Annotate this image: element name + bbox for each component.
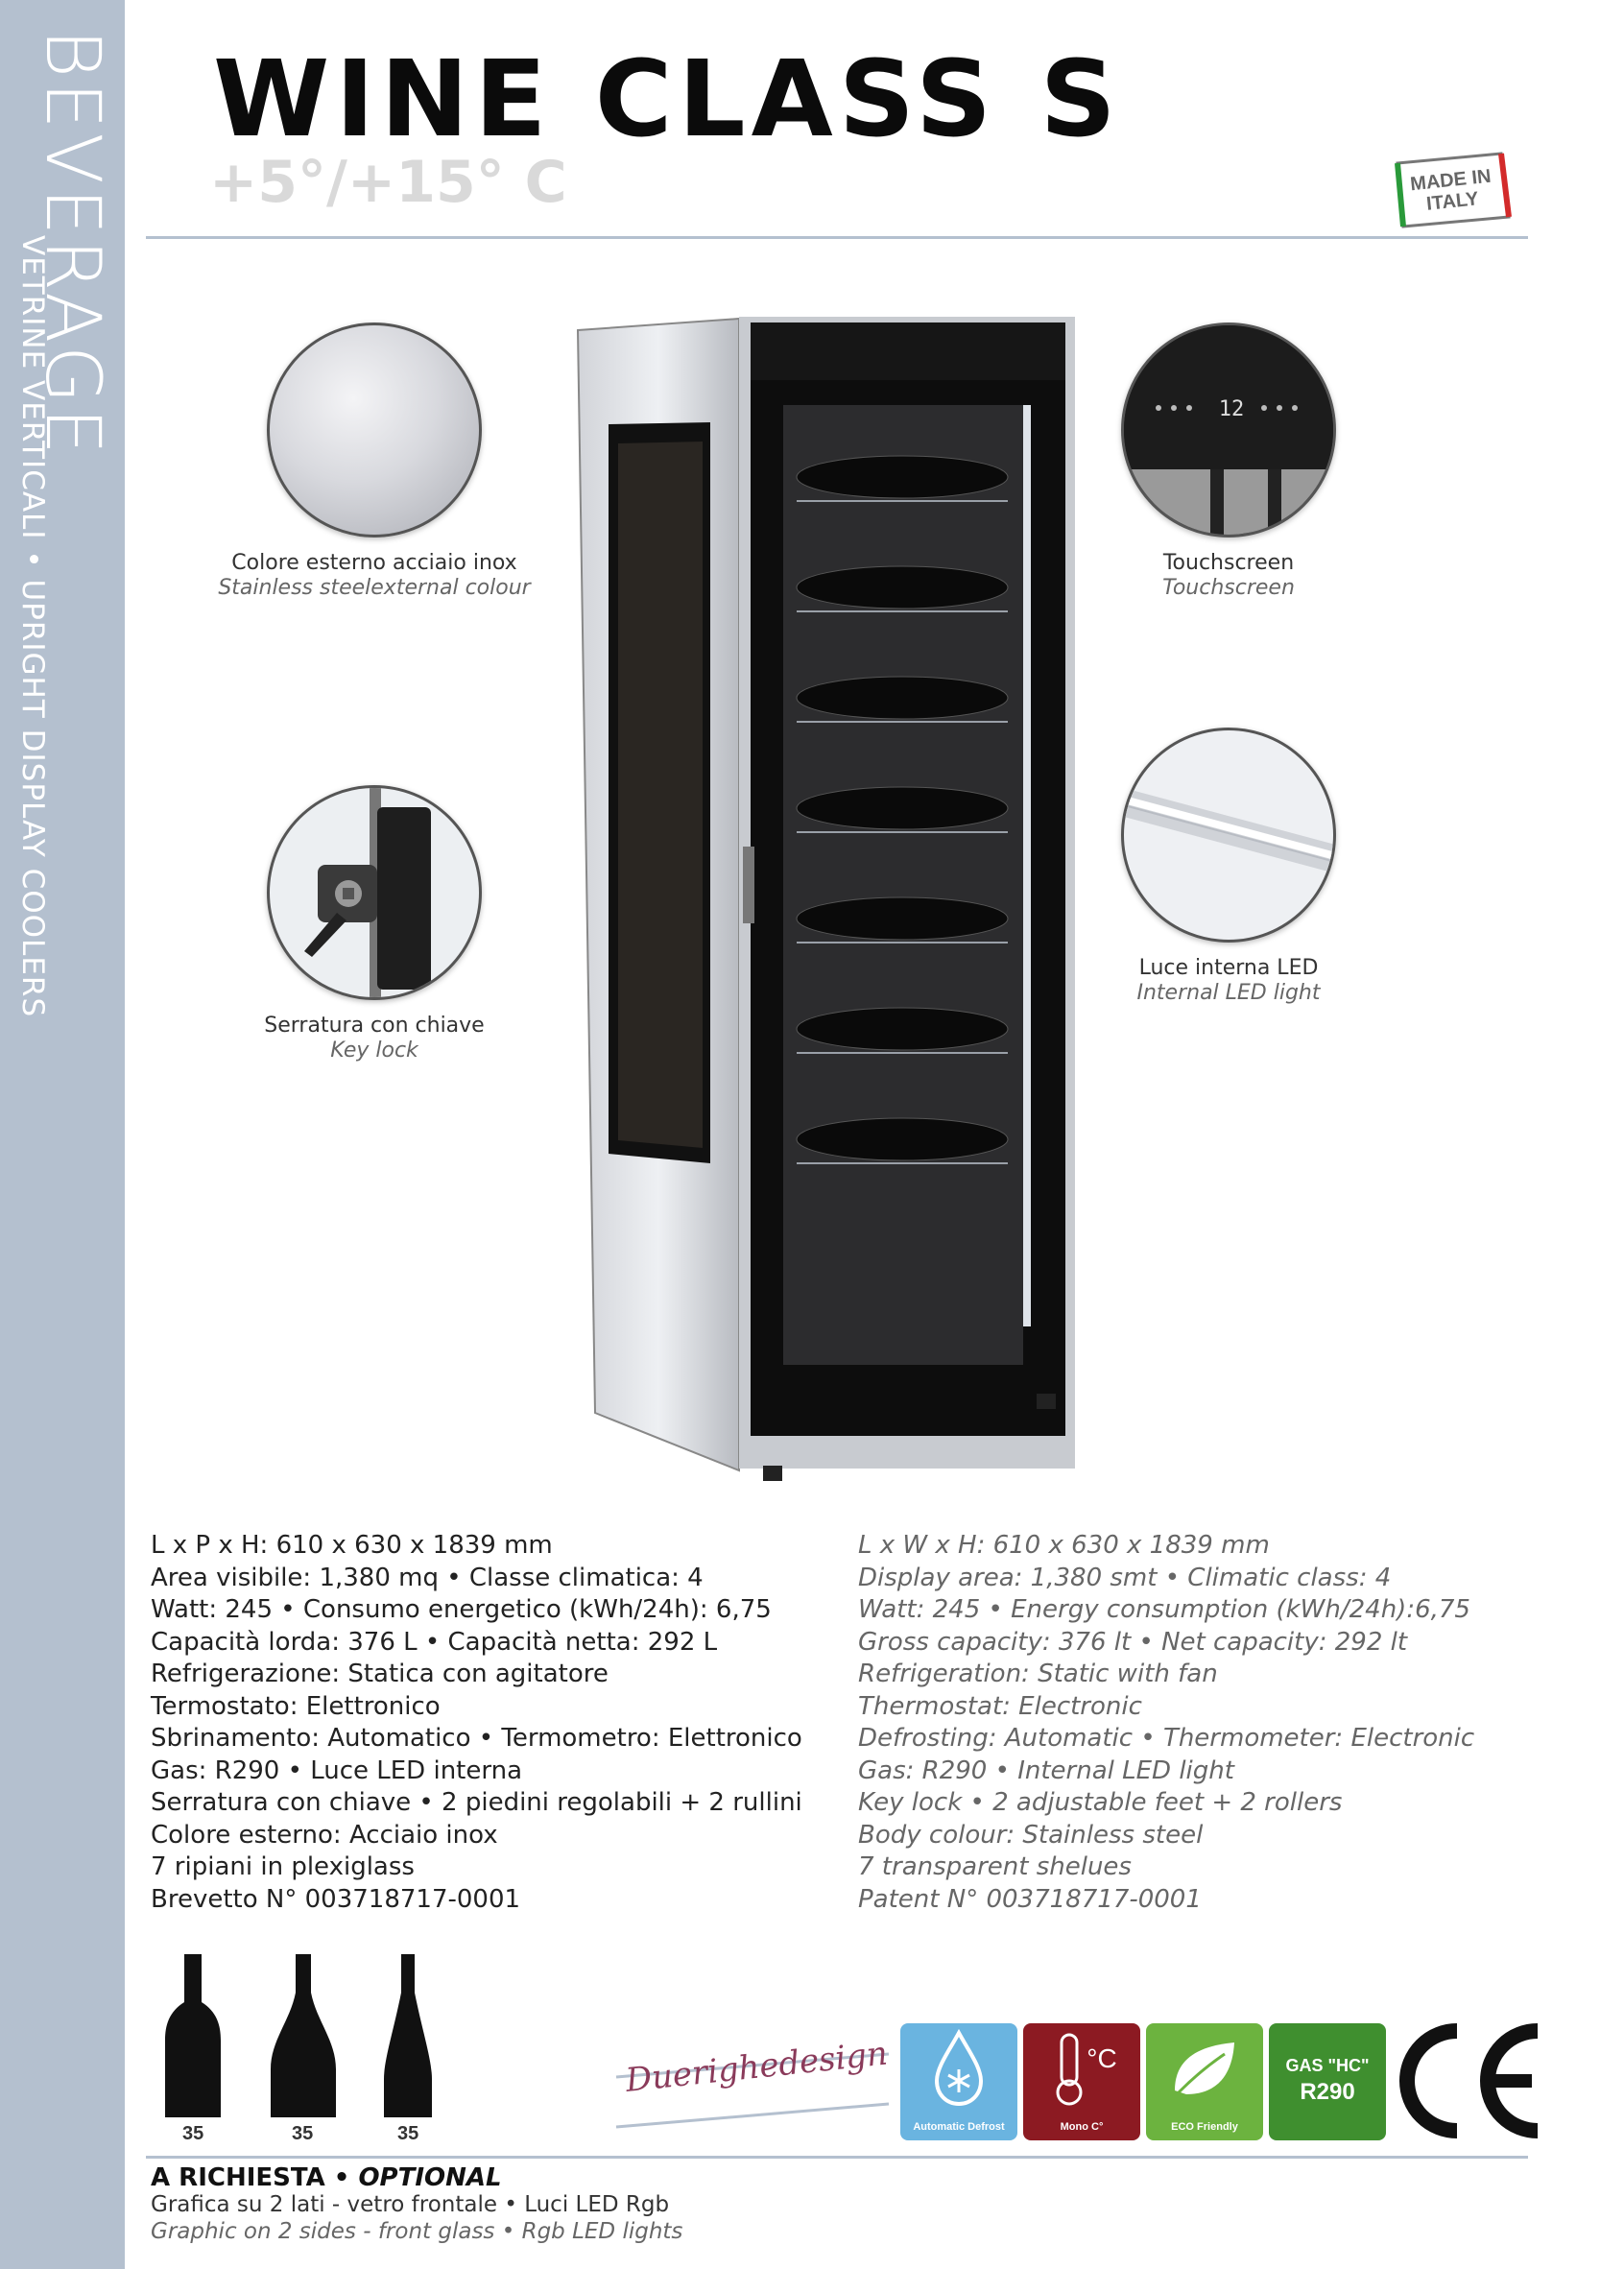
key-lock-image — [267, 785, 482, 1000]
spec-line: Watt: 245 • Energy consumption (kWh/24h):6,75 — [858, 1595, 1470, 1624]
spec-line: Serratura con chiave • 2 piedini regolabili + 2 rullini — [151, 1788, 802, 1817]
spec-line: Key lock • 2 adjustable feet + 2 rollers — [858, 1788, 1343, 1817]
spec-line: L x W x H: 610 x 630 x 1839 mm — [858, 1531, 1270, 1560]
feature-label-it: Luce interna LED — [1138, 956, 1319, 980]
feature-label-en: Internal LED light — [1136, 981, 1321, 1006]
footer-divider — [146, 2156, 1528, 2159]
feature-label-it: Colore esterno acciaio inox — [231, 551, 517, 575]
spec-line: L x P x H: 610 x 630 x 1839 mm — [151, 1531, 553, 1560]
eco-friendly-badge — [1146, 2023, 1263, 2140]
led-strip-image — [1121, 728, 1336, 943]
bottle-count: 35 — [182, 2123, 204, 2144]
spec-line: Capacità lorda: 376 L • Capacità netta: 292 L — [151, 1627, 718, 1657]
bottle-icon — [163, 1954, 442, 2123]
optional-heading — [151, 2163, 682, 2192]
touchscreen-image — [1121, 322, 1336, 537]
feature-key-lock — [230, 785, 518, 1064]
bottle-capacity-icons — [163, 1954, 442, 2146]
spec-line: Thermostat: Electronic — [858, 1691, 1142, 1721]
made-in-italy-badge — [1388, 150, 1513, 230]
spec-line: Patent N° 003718717-0001 — [858, 1884, 1202, 1914]
feature-label-en: Touchscreen — [1162, 576, 1295, 601]
spec-line: Sbrinamento: Automatico • Termometro: Elettronico — [151, 1724, 802, 1753]
feature-label-en: Stainless steelexternal colour — [218, 576, 531, 601]
feature-label-en: Key lock — [330, 1039, 418, 1063]
spec-line: Refrigerazione: Statica con agitatore — [151, 1660, 609, 1688]
badge-label: ECO Friendly — [1171, 2120, 1238, 2133]
specs-italian — [151, 1530, 802, 1916]
spec-line: Area visibile: 1,380 mq • Classe climatica: 4 — [151, 1563, 704, 1592]
spec-line: Refrigeration: Static with fan — [858, 1660, 1218, 1688]
product-title: WINE CLASS S — [213, 37, 1122, 160]
feature-label-it: Touchscreen — [1162, 551, 1295, 575]
feature-touchscreen — [1085, 322, 1373, 602]
feature-exterior-colour — [154, 322, 595, 602]
sidebar-brand: BEVERAGE — [29, 29, 115, 459]
celsius-symbol: °C — [1087, 2043, 1117, 2073]
optional-line-en: Graphic on 2 sides - front glass • Rgb LED lights — [151, 2218, 683, 2244]
automatic-defrost-badge — [900, 2023, 1017, 2140]
spec-line: Watt: 245 • Consumo energetico (kWh/24h): 6,75 — [151, 1595, 772, 1624]
designer-name: Duerighedesign — [623, 2034, 890, 2100]
feature-led-light — [1085, 728, 1373, 1007]
spec-line: 7 ripiani in plexiglass — [151, 1852, 415, 1881]
spec-line: Gross capacity: 376 lt • Net capacity: 292 lt — [858, 1627, 1408, 1657]
bottle-count: 35 — [292, 2123, 314, 2144]
spec-line: 7 transparent shelues — [858, 1852, 1132, 1881]
optional-line-it: Grafica su 2 lati - vetro frontale • Luci LED Rgb — [151, 2192, 670, 2217]
optional-heading-it: A RICHIESTA • — [151, 2163, 359, 2192]
spec-line: Gas: R290 • Internal LED light — [858, 1755, 1234, 1785]
optional-heading-en: OPTIONAL — [358, 2163, 502, 2192]
gas-r290-badge — [1269, 2023, 1386, 2140]
spec-line: Body colour: Stainless steel — [858, 1820, 1204, 1850]
feature-label-it: Serratura con chiave — [264, 1014, 485, 1038]
spec-line: Brevetto N° 003718717-0001 — [151, 1884, 521, 1914]
category-sidebar — [0, 0, 125, 2269]
svg-text:12: 12 — [1218, 397, 1245, 421]
badge-text-made-in: MADE IN — [1409, 165, 1493, 196]
wine-cooler-image — [566, 309, 1085, 1490]
mono-temperature-badge — [1023, 2023, 1140, 2140]
spec-line: Defrosting: Automatic • Thermometer: Electronic — [858, 1724, 1475, 1753]
leaf-icon — [1146, 2023, 1263, 2110]
steel-swatch-image — [267, 322, 482, 537]
specs-english — [858, 1530, 1474, 1916]
header-divider — [146, 236, 1528, 239]
spec-line: Termostato: Elettronico — [151, 1691, 441, 1721]
spec-line: Display area: 1,380 smt • Climatic class: 4 — [858, 1563, 1392, 1592]
badge-label: Automatic Defrost — [913, 2120, 1005, 2133]
gas-name-label: R290 — [1300, 2079, 1355, 2105]
temperature-range: +5°/+15° C — [209, 149, 567, 216]
thermometer-icon — [1023, 2023, 1140, 2110]
bottle-count: 35 — [397, 2123, 419, 2144]
spec-line: Colore esterno: Acciaio inox — [151, 1820, 498, 1850]
ce-mark-icon — [1394, 2019, 1543, 2142]
badge-label: Mono C° — [1060, 2120, 1104, 2133]
optional-section — [151, 2163, 682, 2245]
sidebar-category: VETRINE VERTICALI • UPRIGHT DISPLAY COOLERS — [15, 235, 50, 1018]
badge-text-italy: ITALY — [1425, 188, 1480, 215]
gas-type-label: GAS "HC" — [1285, 2056, 1370, 2075]
spec-line: Gas: R290 • Luce LED interna — [151, 1755, 523, 1785]
water-drop-icon — [900, 2023, 1017, 2110]
